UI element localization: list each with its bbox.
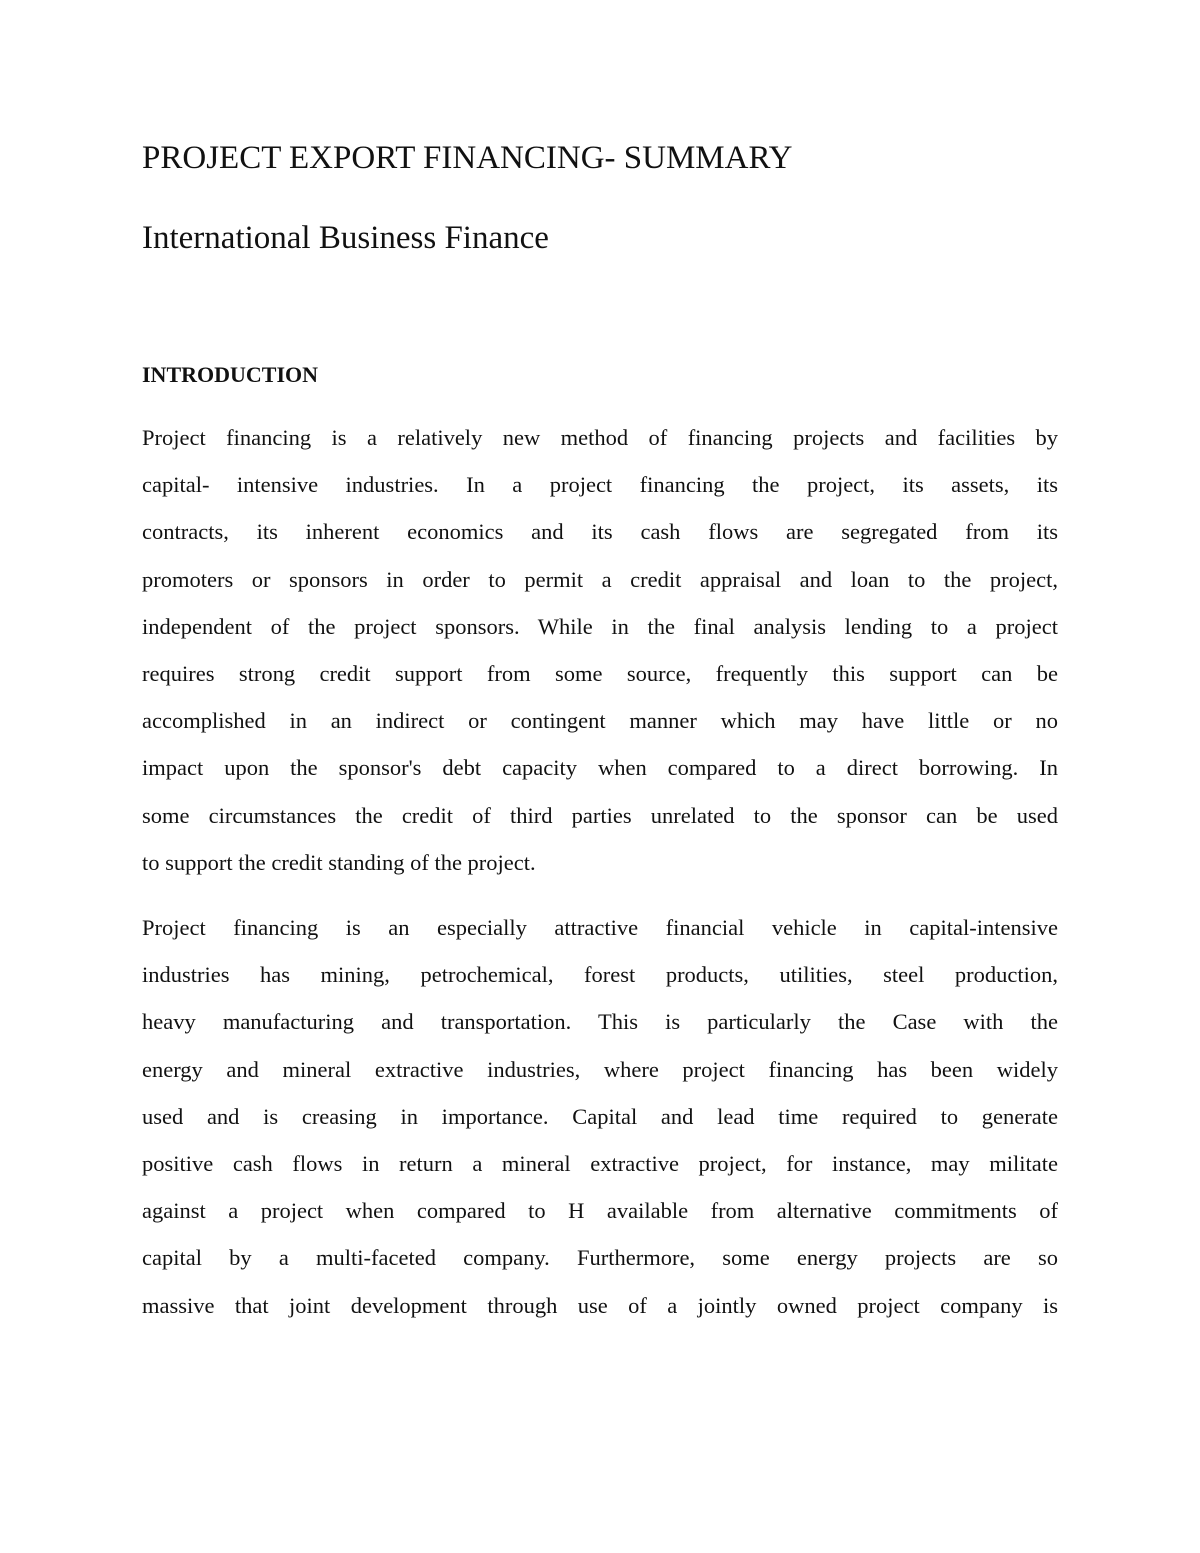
text-line: impact upon the sponsor's debt capacity when compared to a direct borrowing. In (142, 755, 1058, 781)
paragraph (142, 414, 1058, 886)
text-line: Project financing is a relatively new method of financing projects and facilities by (142, 425, 1058, 450)
text-line: massive that joint development through use of a jointly owned project company is (142, 1292, 1058, 1318)
paragraph (142, 904, 1058, 1329)
text-line: contracts, its inherent economics and its cash flows are segregated from its (142, 519, 1058, 545)
document-title: PROJECT EXPORT FINANCING- SUMMARY (142, 140, 793, 176)
text-line: requires strong credit support from some source, frequently this support can be (142, 660, 1058, 686)
text-line: promoters or sponsors in order to permit a credit appraisal and loan to the project, (142, 566, 1058, 592)
text-line: accomplished in an indirect or contingent manner which may have little or no (142, 708, 1058, 734)
text-line: to support the credit standing of the project. (142, 849, 536, 875)
text-line: heavy manufacturing and transportation. This is particularly the Case with the (142, 1009, 1058, 1035)
text-line: industries has mining, petrochemical, forest products, utilities, steel production, (142, 962, 1058, 988)
document-subtitle: International Business Finance (142, 220, 549, 256)
text-line: used and is creasing in importance. Capital and lead time required to generate (142, 1103, 1058, 1129)
text-line: energy and mineral extractive industries, where project financing has been widely (142, 1056, 1058, 1082)
text-line: some circumstances the credit of third parties unrelated to the sponsor can be used (142, 802, 1058, 828)
text-line: independent of the project sponsors. While in the final analysis lending to a project (142, 613, 1058, 639)
text-line: against a project when compared to H available from alternative commitments of (142, 1198, 1058, 1224)
section-heading: INTRODUCTION (142, 362, 319, 387)
text-line: capital by a multi-faceted company. Furthermore, some energy projects are so (142, 1245, 1058, 1271)
text-line: Project financing is an especially attractive financial vehicle in capital-intensive (142, 915, 1058, 940)
text-line: positive cash flows in return a mineral extractive project, for instance, may militate (142, 1150, 1058, 1176)
text-line: capital- intensive industries. In a project financing the project, its assets, its (142, 472, 1058, 498)
